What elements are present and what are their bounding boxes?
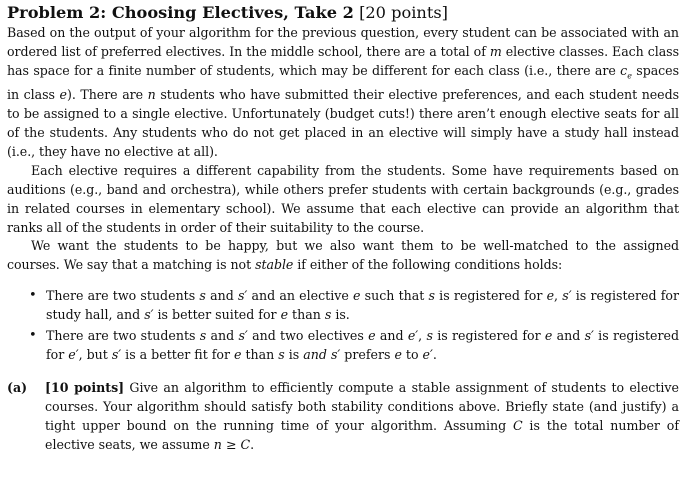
stable-emphasis: stable — [255, 257, 294, 273]
intro-text-1: Based on the output of your algorithm for the previous question, every student can be associated with an ordered list of preferred electives. In the middle school, there are a total of — [7, 25, 679, 59]
var-m: m — [489, 43, 502, 59]
c2-q: . — [432, 347, 437, 363]
c2-s3: s — [278, 347, 285, 363]
c2-s2: s — [426, 328, 433, 344]
c2-l: than — [241, 347, 279, 363]
condition-item — [7, 327, 679, 365]
c2-a: There are two students — [46, 328, 200, 344]
c2-sp2: s′ — [584, 328, 594, 344]
c2-s: s — [199, 328, 207, 344]
bullet-icon: • — [29, 328, 37, 344]
c2-sp: s′ — [238, 328, 248, 344]
c2-and: and — [303, 347, 327, 363]
c2-g: is registered for — [432, 328, 545, 344]
stability-text-2: if either of the following conditions holds: — [293, 257, 563, 273]
c1-sp2: s′ — [562, 288, 572, 304]
c1-i: is better suited for — [153, 307, 281, 323]
var-ce — [620, 62, 632, 81]
inequality: n ≥ C — [213, 436, 251, 452]
intro-text-5: students who have submitted their elective preferences, and each student needs to be assigned to a single elective. Unfortunately (budget cuts!) there aren’t enough elective seats for all of the students. Any students who do not get placed in an elective will simply have a study hall instead (i.e., they have no elective at all). — [7, 87, 679, 159]
c2-i: is registered for — [46, 328, 680, 363]
c1-h: is registered for study hall, and — [46, 288, 679, 323]
c2-m: is — [284, 347, 304, 363]
part-a-points: [10 points] — [45, 379, 125, 395]
var-C: C — [512, 417, 523, 433]
instability-conditions — [7, 287, 679, 365]
c2-f: , — [418, 328, 427, 344]
intro-paragraph — [7, 24, 679, 162]
c2-e2: e — [544, 328, 553, 344]
c1-s3: s — [324, 307, 332, 323]
c1-e3: e — [280, 307, 289, 323]
intro-text-4: ). There are — [66, 87, 148, 103]
c1-d: such that — [360, 288, 429, 304]
c2-p: to — [401, 347, 423, 363]
c2-b: and — [206, 328, 239, 344]
c2-e3: e — [234, 347, 242, 363]
part-a-text-1: Give an algorithm to efficiently compute a stable assignment of students to elective courses. Your algorithm should satisfy both stability conditions above. Briefly state (and justify) a tight upper bound on the running time of your algorithm. Assuming — [45, 379, 679, 433]
c2-h: and — [552, 328, 585, 344]
stability-text-1: We want the students to be happy, but we also want them to be well-matched to the assigned courses. We say that a matching is not — [7, 238, 679, 273]
c1-s: s — [199, 288, 206, 304]
var-e: e — [59, 87, 67, 103]
c2-ep3: e′ — [422, 347, 433, 363]
c2-e: e — [368, 328, 376, 344]
c2-k: is a better fit for — [121, 347, 235, 363]
var-ce-sub: e — [627, 71, 632, 81]
c2-d: and — [375, 328, 408, 344]
c1-e: e — [353, 288, 361, 304]
intro-text-3: spaces in class — [7, 62, 680, 103]
condition-item — [7, 287, 679, 325]
c1-s2: s — [428, 288, 435, 304]
c2-c: and two electives — [247, 328, 369, 344]
c1-c: and an elective — [247, 288, 353, 304]
c1-e2: e — [546, 288, 555, 304]
c2-ep: e′ — [407, 328, 419, 344]
c2-j: , but — [78, 347, 112, 363]
intro-text-2: elective classes. Each class has space for a finite number of students, which may be different for each class (i.e., there are — [7, 43, 679, 78]
c1-k: is. — [331, 307, 350, 323]
c1-a: There are two students — [46, 288, 200, 304]
problem-title-text: Problem 2: Choosing Electives, Take 2 — [7, 3, 354, 22]
c1-g: , — [554, 288, 563, 304]
var-ce-base: c — [620, 62, 628, 78]
problem-page — [7, 3, 679, 455]
part-a — [7, 379, 679, 455]
problem-points: [20 points] — [359, 3, 448, 22]
part-a-text-2: is the total number of elective seats, we assume — [45, 417, 679, 452]
c2-sp4: s′ — [330, 347, 341, 363]
c1-f: is registered for — [434, 288, 547, 304]
capability-paragraph: Each elective requires a different capability from the students. Some have requirements based on auditions (e.g., band and orchestra), while others prefer students with certain backgrounds (e.g., grades in related courses in elementary school). We assume that each elective can provide an algorithm that ranks all of the students in order of their suitability to the course. — [7, 162, 679, 235]
stability-paragraph — [7, 237, 679, 275]
c2-o: prefers — [340, 347, 395, 363]
var-n: n — [147, 87, 156, 103]
c2-e4: e — [394, 347, 402, 363]
part-a-label: (a) — [7, 379, 28, 395]
c1-b: and — [205, 288, 238, 304]
c1-j: than — [288, 307, 325, 323]
bullet-icon: • — [29, 288, 37, 304]
c1-sp3: s′ — [144, 307, 154, 323]
part-a-text-3: . — [250, 436, 255, 452]
c1-sp: s′ — [237, 288, 248, 304]
problem-title — [7, 3, 679, 23]
c2-ep2: e′ — [68, 347, 79, 363]
c2-sp3: s′ — [111, 347, 122, 363]
